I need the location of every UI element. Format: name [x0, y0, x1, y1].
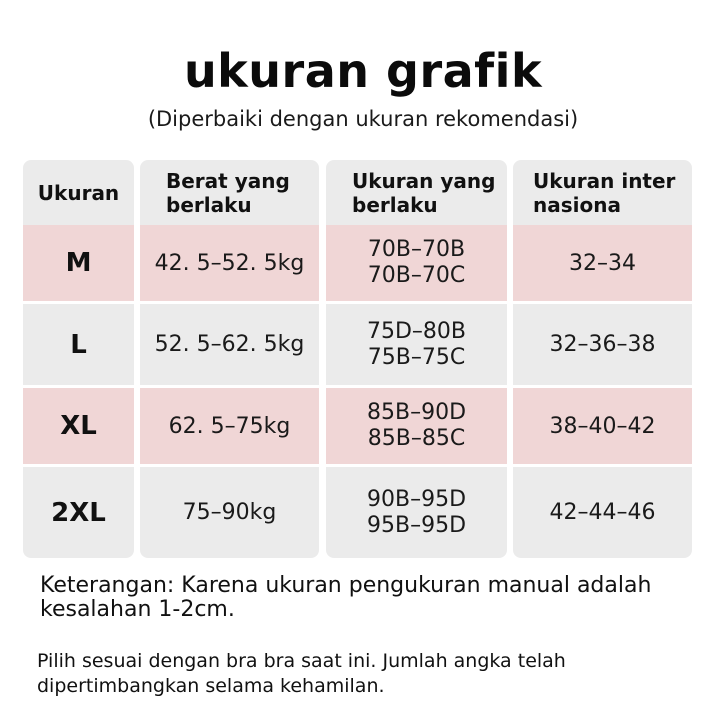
cup-cell — [326, 388, 507, 464]
cup-cell — [326, 467, 507, 558]
size-cell: M — [65, 248, 92, 278]
cup-line: 75D–80B — [366, 318, 467, 344]
weight-cell: 75–90kg — [182, 500, 277, 525]
cup-line: 70B–70C — [367, 263, 466, 288]
intl-cell: 42–44–46 — [549, 500, 656, 525]
weight-cell: 42. 5–52. 5kg — [154, 250, 305, 276]
intl-cell: 38–40–42 — [549, 413, 656, 439]
size-cell: 2XL — [51, 497, 106, 528]
selection-note: Pilih sesuai dengan bra bra saat ini. Jumlah angka telah dipertimbangkan selama kehamilan. — [37, 650, 566, 697]
weight-cell: 62. 5–75kg — [168, 413, 291, 439]
size-cell: XL — [60, 411, 97, 441]
cup-line: 85B–85C — [367, 426, 466, 451]
weight-cell: 52. 5–62. 5kg — [154, 332, 305, 357]
cup-line: 85B–90D — [366, 400, 467, 425]
cup-cell — [326, 304, 507, 385]
header-size: Ukuran — [37, 180, 120, 205]
intl-cell: 32–36–38 — [549, 332, 656, 357]
column-cup-size — [326, 160, 507, 558]
intl-cell: 32–34 — [569, 250, 636, 276]
header-international: Ukuran internasiona — [533, 168, 676, 217]
cup-cell — [326, 225, 507, 301]
cup-line: 70B–70B — [367, 237, 466, 262]
cup-line: 95B–95D — [366, 512, 467, 538]
column-international — [513, 160, 692, 558]
cup-line: 75B–75C — [367, 344, 466, 370]
column-size — [23, 160, 134, 558]
measurement-note: Keterangan: Karena ukuran pengukuran manual adalah kesalahan 1-2cm. — [40, 573, 652, 622]
chart-subtitle: (Diperbaiki dengan ukuran rekomendasi) — [147, 107, 579, 131]
column-weight — [140, 160, 319, 558]
header-cup-size: Ukuran yang berlaku — [352, 168, 496, 217]
cup-line: 90B–95D — [366, 486, 467, 512]
chart-title: ukuran grafik — [183, 44, 543, 98]
header-weight: Berat yang berlaku — [166, 168, 290, 217]
size-cell: L — [70, 329, 87, 360]
